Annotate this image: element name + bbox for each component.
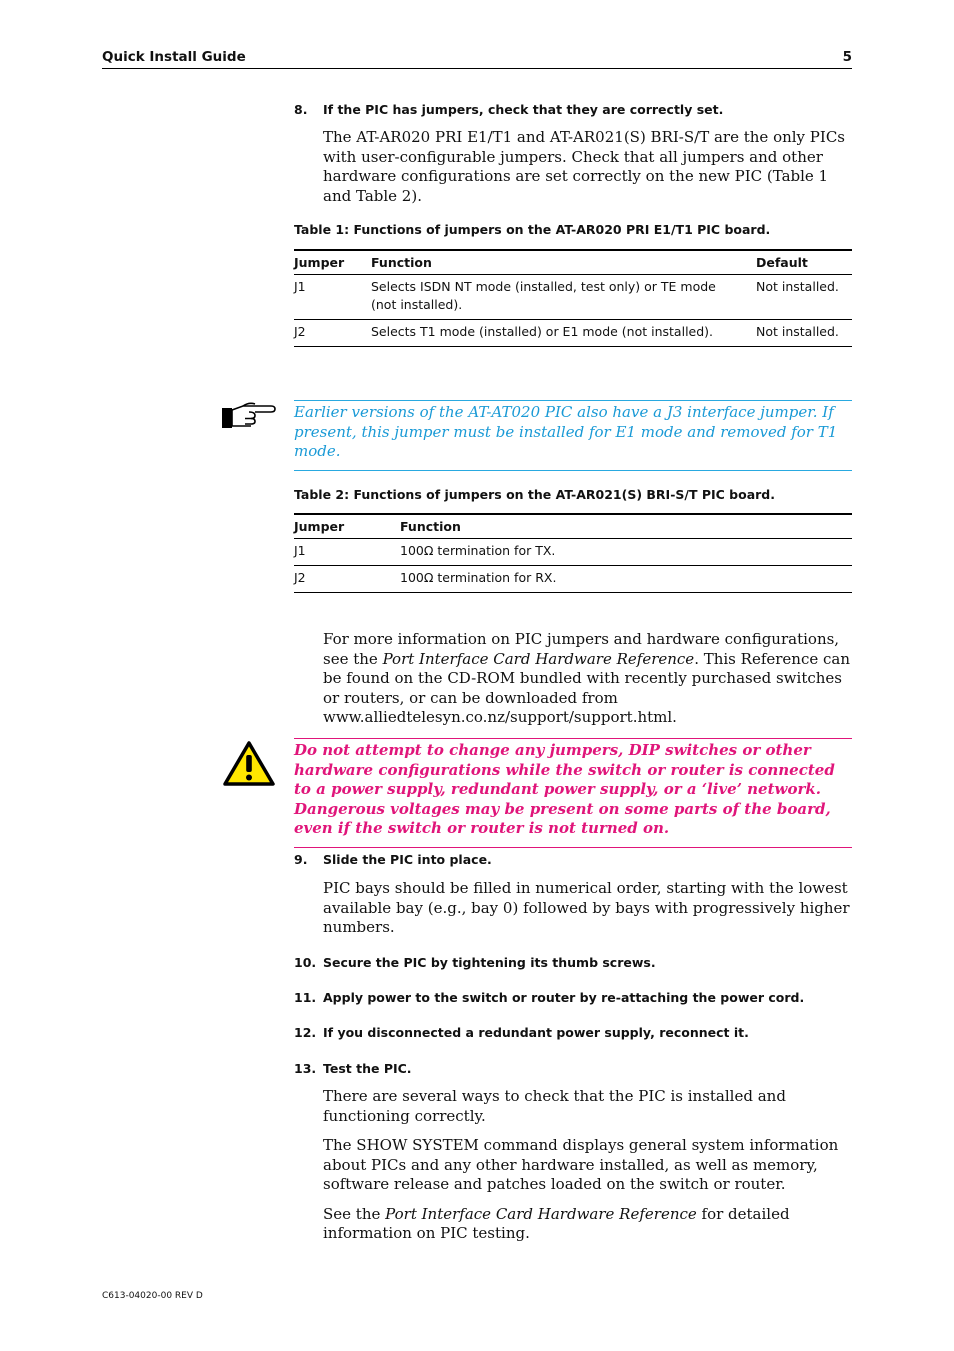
note-text: Earlier versions of the AT-AT020 PIC also have a J3 interface jumper. If present, this jumper must be installed for E1 mode and removed for T1 mode.: [294, 403, 838, 460]
step-heading: If the PIC has jumpers, check that they are correctly set.: [323, 102, 724, 117]
table-cell: Not installed.: [756, 275, 852, 320]
more-info-paragraph: [323, 630, 853, 738]
table-header-row: [294, 514, 852, 539]
warning-text: Do not attempt to change any jumpers, DIP switches or other hardware configurations while the switch or router is connected to a power supply, redundant power supply, or a ‘live’ network. Dangerous voltages may be present on some parts of the board, even if the switch or router is not turned on.: [294, 741, 835, 837]
table-row: [294, 275, 852, 320]
note-box: [294, 400, 852, 471]
step-number: 8.: [294, 102, 308, 117]
step-9-body: [323, 879, 853, 948]
page-number: 5: [842, 49, 852, 65]
header-title: Quick Install Guide: [102, 49, 246, 65]
column-header: Function: [400, 514, 852, 539]
table-1-caption: Table 1: Functions of jumpers on the AT-AR020 PRI E1/T1 PIC board.: [294, 222, 771, 237]
table-cell: Selects T1 mode (installed) or E1 mode (not installed).: [371, 320, 756, 347]
paragraph: [323, 1205, 853, 1244]
step-number: 10.: [294, 955, 317, 970]
table-row: [294, 566, 852, 593]
step-number: 11.: [294, 990, 317, 1005]
footer-doc-id: C613-04020-00 REV D: [102, 1291, 203, 1301]
table-row: [294, 320, 852, 347]
table-cell: 100Ω termination for TX.: [400, 539, 852, 566]
table-cell: 100Ω termination for RX.: [400, 566, 852, 593]
warning-box: [294, 738, 852, 848]
reference-title: Port Interface Card Hardware Reference: [385, 1204, 697, 1223]
pointing-hand-icon: [221, 398, 279, 432]
table-cell: J1: [294, 275, 371, 320]
paragraph: There are several ways to check that the PIC is installed and functioning correctly.: [323, 1087, 786, 1125]
step-12-heading: [294, 1025, 854, 1043]
paragraph: [323, 630, 853, 728]
paragraph: PIC bays should be filled in numerical order, starting with the lowest available bay (e.g., bay 0) followed by bays with progressively higher numbers.: [323, 879, 850, 936]
text: for detailed information on PIC testing.: [323, 1204, 790, 1242]
step-number: 9.: [294, 852, 308, 867]
table-2: [294, 513, 852, 593]
step-10-heading: [294, 955, 854, 973]
table-header-row: [294, 250, 852, 275]
column-header: Default: [756, 250, 852, 275]
step-8-body: [323, 128, 853, 216]
column-header: Jumper: [294, 514, 400, 539]
step-13-body: [323, 1087, 853, 1254]
table-2-caption: Table 2: Functions of jumpers on the AT-AR021(S) BRI-S/T PIC board.: [294, 487, 775, 502]
step-11-heading: [294, 990, 854, 1008]
table-1: [294, 249, 852, 347]
reference-title: Port Interface Card Hardware Reference: [382, 649, 695, 668]
table-cell: Selects ISDN NT mode (installed, test only) or TE mode (not installed).: [371, 275, 756, 320]
page-header: [102, 48, 852, 69]
text: For more information on PIC jumpers and hardware configurations, see the: [323, 630, 840, 668]
paragraph: The AT-AR020 PRI E1/T1 and AT-AR021(S) BRI-S/T are the only PICs with user-configurable jumpers. Check that all jumpers and other hardware configurations are set correctly on the new PIC (Table 1 and Table 2).: [323, 128, 845, 205]
step-number: 13.: [294, 1061, 317, 1076]
step-8-heading: [294, 102, 854, 120]
paragraph: The SHOW SYSTEM command displays general system information about PICs and any other hardware installed, as well as memory, software release and patches loaded on the switch or router.: [323, 1136, 839, 1193]
step-9-heading: [294, 852, 854, 870]
text: See the: [323, 1204, 386, 1223]
column-header: Jumper: [294, 250, 371, 275]
step-heading: Test the PIC.: [323, 1061, 412, 1076]
step-heading: Apply power to the switch or router by re-attaching the power cord.: [323, 990, 805, 1005]
warning-triangle-icon: [222, 740, 276, 788]
step-heading: Slide the PIC into place.: [323, 852, 492, 867]
table-cell: J2: [294, 320, 371, 347]
step-number: 12.: [294, 1025, 317, 1040]
step-heading: Secure the PIC by tightening its thumb screws.: [323, 955, 656, 970]
step-13-heading: [294, 1061, 854, 1079]
text: . This Reference can be found on the CD-ROM bundled with recently purchased switches or routers, or can be downloaded from www.alliedtelesyn.co.nz/support/support.html.: [323, 649, 851, 726]
step-heading: If you disconnected a redundant power supply, reconnect it.: [323, 1025, 749, 1040]
table-row: [294, 539, 852, 566]
table-cell: Not installed.: [756, 320, 852, 347]
table-cell: J1: [294, 539, 400, 566]
table-cell: J2: [294, 566, 400, 593]
column-header: Function: [371, 250, 756, 275]
